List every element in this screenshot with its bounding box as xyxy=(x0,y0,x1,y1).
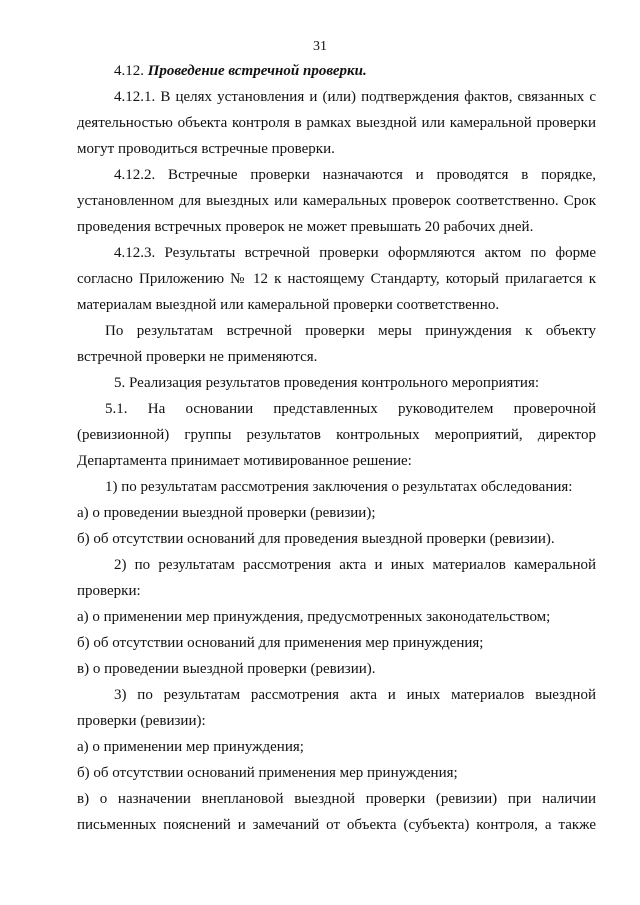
text-line: б) об отсутствии оснований применения мер принуждения; xyxy=(77,765,458,781)
section-title: Проведение встречной проверки. xyxy=(147,63,367,79)
text-line: 5. Реализация результатов проведения контрольного мероприятия: xyxy=(114,375,540,391)
text-line: 4.12.2. Встречные проверки назначаются и проводятся в порядке, xyxy=(114,167,596,183)
text-line: письменных пояснений и замечаний от объекта (субъекта) контроля, а также xyxy=(77,817,596,833)
text-line: установленном для выездных или камеральных проверок соответственно. Срок xyxy=(77,193,596,209)
text-line: 2) по результатам рассмотрения акта и иных материалов камеральной xyxy=(114,557,596,573)
text-line: проверки (ревизии): xyxy=(77,713,206,729)
text-line: 5.1. На основании представленных руководителем проверочной xyxy=(105,401,596,417)
section-number: 4.12. xyxy=(114,63,148,79)
page-number: 31 xyxy=(313,39,327,54)
text-line: в) о назначении внеплановой выездной проверки (ревизии) при наличии xyxy=(77,791,596,807)
section-heading xyxy=(114,62,596,80)
text-line: 1) по результатам рассмотрения заключения о результатах обследования: xyxy=(105,479,573,495)
text-line: а) о проведении выездной проверки (ревизии); xyxy=(77,505,376,521)
text-line: 3) по результатам рассмотрения акта и иных материалов выездной xyxy=(114,687,596,703)
text-line: 4.12.3. Результаты встречной проверки оформляются актом по форме xyxy=(114,245,596,261)
text-line: а) о применении мер принуждения, предусмотренных законодательством; xyxy=(77,609,551,625)
text-line: б) об отсутствии оснований для применения мер принуждения; xyxy=(77,635,484,651)
text-line: Департамента принимает мотивированное решение: xyxy=(77,453,412,469)
text-line: встречной проверки не применяются. xyxy=(77,349,318,365)
text-line: в) о проведении выездной проверки (ревизии). xyxy=(77,661,376,677)
text-line: деятельностью объекта контроля в рамках выездной или камеральной проверки xyxy=(77,115,596,131)
text-line: проведения встречных проверок не может превышать 20 рабочих дней. xyxy=(77,219,534,235)
text-line: материалам выездной или камеральной проверки соответственно. xyxy=(77,297,500,313)
text-line: проверки: xyxy=(77,583,141,599)
text-line: а) о применении мер принуждения; xyxy=(77,739,304,755)
text-line: По результатам встречной проверки меры принуждения к объекту xyxy=(105,323,596,339)
text-line: могут проводиться встречные проверки. xyxy=(77,141,335,157)
text-line: (ревизионной) группы результатов контрольных мероприятий, директор xyxy=(77,427,596,443)
text-line: согласно Приложению № 12 к настоящему Стандарту, который прилагается к xyxy=(77,271,596,287)
text-line: б) об отсутствии оснований для проведения выездной проверки (ревизии). xyxy=(77,531,555,547)
text-line: 4.12.1. В целях установления и (или) подтверждения фактов, связанных с xyxy=(114,89,596,105)
